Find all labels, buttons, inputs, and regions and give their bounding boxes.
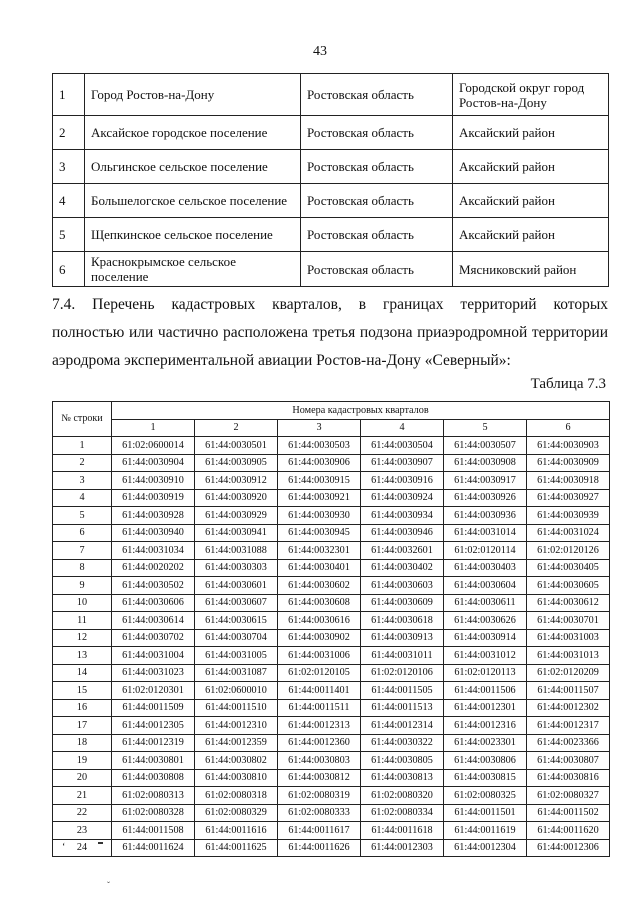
cadastral-number: 61:44:0011507	[527, 682, 610, 700]
cadastral-number: 61:44:0030914	[444, 629, 527, 647]
row-number: 13	[53, 647, 112, 665]
cadastral-number: 61:44:0030913	[361, 629, 444, 647]
cadastral-number: 61:02:0080329	[195, 804, 278, 822]
cadastral-number: 61:44:0012359	[195, 734, 278, 752]
cadastral-number: 61:44:0012306	[527, 839, 610, 857]
cadastral-number: 61:44:0011616	[195, 822, 278, 840]
table-row	[53, 682, 610, 700]
row-number: 1	[53, 437, 112, 455]
page-number: 43	[313, 44, 327, 59]
cadastral-number: 61:44:0030802	[195, 752, 278, 770]
cadastral-number: 61:44:0030403	[444, 559, 527, 577]
cadastral-number: 61:44:0030924	[361, 489, 444, 507]
cadastral-number: 61:44:0011626	[278, 839, 361, 857]
cadastral-number: 61:44:0011401	[278, 682, 361, 700]
table-row	[53, 612, 610, 630]
cadastral-number: 61:44:0030816	[527, 769, 610, 787]
cadastral-number: 61:44:0031014	[444, 524, 527, 542]
cadastral-number: 61:44:0030501	[195, 437, 278, 455]
cadastral-number: 61:44:0031005	[195, 647, 278, 665]
cadastral-number: 61:44:0030615	[195, 612, 278, 630]
table-row	[53, 507, 610, 525]
cadastral-number: 61:44:0030934	[361, 507, 444, 525]
cadastral-number: 61:02:0120105	[278, 664, 361, 682]
cadastral-number: 61:44:0011505	[361, 682, 444, 700]
cadastral-number: 61:44:0030920	[195, 489, 278, 507]
cadastral-number: 61:44:0030604	[444, 577, 527, 595]
column-header: 1	[112, 419, 195, 437]
cadastral-number: 61:44:0031024	[527, 524, 610, 542]
margin-dot: ˇ	[107, 880, 110, 890]
column-header: 2	[195, 419, 278, 437]
cadastral-number: 61:44:0030810	[195, 769, 278, 787]
row-number: 7	[53, 542, 112, 560]
settlement-name: Большелогское сельское поселение	[85, 184, 301, 218]
cadastral-number: 61:44:0030608	[278, 594, 361, 612]
cadastral-number: 61:44:0030322	[361, 734, 444, 752]
row-number-header: № строки	[53, 402, 112, 437]
table-row	[53, 804, 610, 822]
settlement-row	[53, 252, 609, 287]
cadastral-number: 61:44:0030808	[112, 769, 195, 787]
row-number: 15	[53, 682, 112, 700]
cadastral-number: 61:44:0011513	[361, 699, 444, 717]
cadastral-number: 61:02:0080328	[112, 804, 195, 822]
row-number: 10	[53, 594, 112, 612]
column-header: 5	[444, 419, 527, 437]
cadastral-number: 61:44:0030907	[361, 454, 444, 472]
cadastral-number: 61:44:0031004	[112, 647, 195, 665]
district-name: Городской округ город Ростов-на-Дону	[453, 74, 609, 116]
row-number: 6	[53, 252, 85, 287]
cadastral-number: 61:44:0030303	[195, 559, 278, 577]
cadastral-number: 61:02:0080318	[195, 787, 278, 805]
cadastral-number: 61:44:0012360	[278, 734, 361, 752]
cadastral-number: 61:44:0030918	[527, 472, 610, 490]
cadastral-number: 61:44:0030611	[444, 594, 527, 612]
row-number: 16	[53, 699, 112, 717]
cadastral-number: 61:44:0030813	[361, 769, 444, 787]
row-number: 24	[53, 839, 112, 857]
margin-mark: ʻ	[62, 842, 66, 853]
settlements-table	[52, 73, 609, 287]
cadastral-number: 61:44:0030929	[195, 507, 278, 525]
table-row	[53, 577, 610, 595]
cadastral-number: 61:02:0600014	[112, 437, 195, 455]
cadastral-number: 61:44:0012302	[527, 699, 610, 717]
cadastral-number: 61:44:0030916	[361, 472, 444, 490]
cadastral-number: 61:44:0030904	[112, 454, 195, 472]
cadastral-number: 61:02:0600010	[195, 682, 278, 700]
row-number: 8	[53, 559, 112, 577]
cadastral-number: 61:44:0012310	[195, 717, 278, 735]
cadastral-number: 61:44:0030940	[112, 524, 195, 542]
region-name: Ростовская область	[301, 184, 453, 218]
column-header: 6	[527, 419, 610, 437]
cadastral-number: 61:02:0120209	[527, 664, 610, 682]
cadastral-number: 61:44:0030939	[527, 507, 610, 525]
table-row	[53, 717, 610, 735]
table-row	[53, 787, 610, 805]
row-number: 9	[53, 577, 112, 595]
table-row	[53, 542, 610, 560]
cadastral-number: 61:44:0030502	[112, 577, 195, 595]
column-header: 3	[278, 419, 361, 437]
cadastral-number: 61:02:0080327	[527, 787, 610, 805]
table-row	[53, 769, 610, 787]
row-number: 1	[53, 74, 85, 116]
region-name: Ростовская область	[301, 150, 453, 184]
row-number: 14	[53, 664, 112, 682]
cadastral-number: 61:44:0011625	[195, 839, 278, 857]
table-caption: Таблица 7.3	[530, 376, 606, 392]
cadastral-number: 61:44:0012305	[112, 717, 195, 735]
row-number: 5	[53, 507, 112, 525]
cadastral-number: 61:02:0080313	[112, 787, 195, 805]
cadastral-number: 61:44:0011509	[112, 699, 195, 717]
cadastral-number: 61:44:0030616	[278, 612, 361, 630]
cadastral-number: 61:44:0030503	[278, 437, 361, 455]
district-name: Мясниковский район	[453, 252, 609, 287]
cadastral-number: 61:44:0032601	[361, 542, 444, 560]
settlement-row	[53, 74, 609, 116]
cadastral-number: 61:44:0011624	[112, 839, 195, 857]
cadastral-number: 61:02:0120113	[444, 664, 527, 682]
row-number: 2	[53, 116, 85, 150]
table-row	[53, 699, 610, 717]
table-row	[53, 664, 610, 682]
row-number: 3	[53, 150, 85, 184]
district-name: Аксайский район	[453, 184, 609, 218]
cadastral-number: 61:44:0031012	[444, 647, 527, 665]
cadastral-number: 61:02:0120301	[112, 682, 195, 700]
table-row	[53, 629, 610, 647]
district-name: Аксайский район	[453, 150, 609, 184]
row-number: 2	[53, 454, 112, 472]
table-row	[53, 822, 610, 840]
cadastral-number: 61:44:0011506	[444, 682, 527, 700]
row-number: 21	[53, 787, 112, 805]
cadastral-number: 61:44:0031087	[195, 664, 278, 682]
cadastral-number: 61:44:0012316	[444, 717, 527, 735]
cadastral-number: 61:44:0030614	[112, 612, 195, 630]
cadastral-number: 61:44:0011617	[278, 822, 361, 840]
cadastral-number: 61:02:0080325	[444, 787, 527, 805]
cadastral-number: 61:44:0030905	[195, 454, 278, 472]
table-row	[53, 752, 610, 770]
cadastral-number: 61:44:0030915	[278, 472, 361, 490]
cadastral-number: 61:44:0030605	[527, 577, 610, 595]
cadastral-number: 61:44:0030401	[278, 559, 361, 577]
cadastral-number: 61:44:0011501	[444, 804, 527, 822]
settlement-row	[53, 218, 609, 252]
cadastral-number: 61:44:0030618	[361, 612, 444, 630]
cadastral-number: 61:44:0011502	[527, 804, 610, 822]
row-number: 23	[53, 822, 112, 840]
cadastral-number: 61:44:0011618	[361, 822, 444, 840]
paragraph-line-3: аэродрома экспериментальной авиации Ростов-на-Дону «Северный»:	[52, 352, 511, 369]
table-row	[53, 559, 610, 577]
cadastral-number: 61:44:0030806	[444, 752, 527, 770]
cadastral-number: 61:44:0020202	[112, 559, 195, 577]
row-number: 18	[53, 734, 112, 752]
cadastral-number: 61:02:0080334	[361, 804, 444, 822]
table-row	[53, 524, 610, 542]
cadastral-number: 61:44:0011619	[444, 822, 527, 840]
row-number: 22	[53, 804, 112, 822]
cadastral-number: 61:44:0011510	[195, 699, 278, 717]
cadastral-number: 61:44:0012313	[278, 717, 361, 735]
cadastral-number: 61:44:0011620	[527, 822, 610, 840]
table-row	[53, 437, 610, 455]
cadastral-number: 61:44:0030704	[195, 629, 278, 647]
cadastral-number: 61:44:0030701	[527, 612, 610, 630]
paragraph-line-2: полностью или частично расположена третья подзона приаэродромной территории	[52, 324, 608, 341]
cadastral-number: 61:44:0030803	[278, 752, 361, 770]
cadastral-number: 61:44:0031011	[361, 647, 444, 665]
cadastral-quarters-table	[52, 401, 610, 857]
cadastral-number: 61:44:0031088	[195, 542, 278, 560]
cadastral-number: 61:02:0120106	[361, 664, 444, 682]
cadastral-number: 61:44:0030910	[112, 472, 195, 490]
cadastral-number: 61:44:0030504	[361, 437, 444, 455]
table-row	[53, 734, 610, 752]
cadastral-number: 61:44:0030906	[278, 454, 361, 472]
district-name: Аксайский район	[453, 116, 609, 150]
settlement-row	[53, 150, 609, 184]
cadastral-number: 61:44:0030909	[527, 454, 610, 472]
cadastral-number: 61:44:0030908	[444, 454, 527, 472]
cadastral-number: 61:44:0030902	[278, 629, 361, 647]
cadastral-number: 61:44:0012319	[112, 734, 195, 752]
table-row	[53, 489, 610, 507]
cadastral-number: 61:44:0030702	[112, 629, 195, 647]
cadastral-number: 61:44:0030405	[527, 559, 610, 577]
paragraph-line-1: 7.4. Перечень кадастровых кварталов, в границах территорий которых	[52, 296, 608, 313]
cadastral-number: 61:44:0030626	[444, 612, 527, 630]
cadastral-number: 61:44:0030609	[361, 594, 444, 612]
cadastral-number: 61:44:0030936	[444, 507, 527, 525]
cadastral-number: 61:44:0012314	[361, 717, 444, 735]
table-row	[53, 594, 610, 612]
cadastral-number: 61:44:0023366	[527, 734, 610, 752]
cadastral-number: 61:44:0030601	[195, 577, 278, 595]
cadastral-number: 61:44:0012301	[444, 699, 527, 717]
settlement-name: Краснокрымское сельское поселение	[85, 252, 301, 287]
row-number: 4	[53, 489, 112, 507]
cadastral-number: 61:44:0031013	[527, 647, 610, 665]
cadastral-number: 61:44:0030919	[112, 489, 195, 507]
table-row	[53, 454, 610, 472]
cadastral-number: 61:44:0012303	[361, 839, 444, 857]
cadastral-number: 61:44:0011508	[112, 822, 195, 840]
cadastral-number: 61:44:0012304	[444, 839, 527, 857]
settlement-row	[53, 184, 609, 218]
region-name: Ростовская область	[301, 218, 453, 252]
cadastral-number: 61:44:0031034	[112, 542, 195, 560]
cadastral-number: 61:44:0030805	[361, 752, 444, 770]
cadastral-number: 61:44:0030507	[444, 437, 527, 455]
cadastral-number: 61:44:0030903	[527, 437, 610, 455]
cadastral-number: 61:02:0080333	[278, 804, 361, 822]
row-number: 19	[53, 752, 112, 770]
region-name: Ростовская область	[301, 252, 453, 287]
cadastral-number: 61:44:0030927	[527, 489, 610, 507]
cadastral-number: 61:44:0030917	[444, 472, 527, 490]
cadastral-number: 61:44:0012317	[527, 717, 610, 735]
cadastral-number: 61:44:0030402	[361, 559, 444, 577]
cadastral-number: 61:02:0080320	[361, 787, 444, 805]
cadastral-number: 61:44:0030801	[112, 752, 195, 770]
cadastral-number: 61:44:0030928	[112, 507, 195, 525]
row-number: 17	[53, 717, 112, 735]
column-header: 4	[361, 419, 444, 437]
row-number: 11	[53, 612, 112, 630]
group-header: Номера кадастровых кварталов	[112, 402, 610, 420]
cadastral-number: 61:44:0031006	[278, 647, 361, 665]
row-number: 12	[53, 629, 112, 647]
cadastral-number: 61:44:0030926	[444, 489, 527, 507]
cadastral-number: 61:44:0023301	[444, 734, 527, 752]
cadastral-number: 61:44:0030930	[278, 507, 361, 525]
table-row	[53, 472, 610, 490]
settlement-name: Щепкинское сельское поселение	[85, 218, 301, 252]
settlement-name: Ольгинское сельское поселение	[85, 150, 301, 184]
table-row	[53, 647, 610, 665]
cadastral-number: 61:02:0080319	[278, 787, 361, 805]
settlement-row	[53, 116, 609, 150]
table-row	[53, 839, 610, 857]
cadastral-number: 61:44:0030603	[361, 577, 444, 595]
region-name: Ростовская область	[301, 116, 453, 150]
margin-dash	[98, 842, 103, 844]
row-number: 6	[53, 524, 112, 542]
cadastral-number: 61:44:0030912	[195, 472, 278, 490]
cadastral-number: 61:44:0030946	[361, 524, 444, 542]
cadastral-number: 61:44:0011511	[278, 699, 361, 717]
row-number: 3	[53, 472, 112, 490]
cadastral-number: 61:44:0031003	[527, 629, 610, 647]
cadastral-number: 61:44:0030606	[112, 594, 195, 612]
cadastral-number: 61:44:0030607	[195, 594, 278, 612]
cadastral-number: 61:44:0030807	[527, 752, 610, 770]
section-paragraph	[52, 291, 608, 375]
cadastral-number: 61:44:0030612	[527, 594, 610, 612]
row-number: 5	[53, 218, 85, 252]
cadastral-number: 61:44:0032301	[278, 542, 361, 560]
cadastral-number: 61:44:0031023	[112, 664, 195, 682]
cadastral-number: 61:44:0030812	[278, 769, 361, 787]
row-number: 4	[53, 184, 85, 218]
settlement-name: Аксайское городское поселение	[85, 116, 301, 150]
district-name: Аксайский район	[453, 218, 609, 252]
cadastral-number: 61:44:0030921	[278, 489, 361, 507]
cadastral-number: 61:02:0120114	[444, 542, 527, 560]
cadastral-number: 61:44:0030815	[444, 769, 527, 787]
cadastral-number: 61:44:0030941	[195, 524, 278, 542]
cadastral-number: 61:44:0030602	[278, 577, 361, 595]
cadastral-number: 61:02:0120126	[527, 542, 610, 560]
cadastral-number: 61:44:0030945	[278, 524, 361, 542]
region-name: Ростовская область	[301, 74, 453, 116]
row-number: 20	[53, 769, 112, 787]
settlement-name: Город Ростов-на-Дону	[85, 74, 301, 116]
